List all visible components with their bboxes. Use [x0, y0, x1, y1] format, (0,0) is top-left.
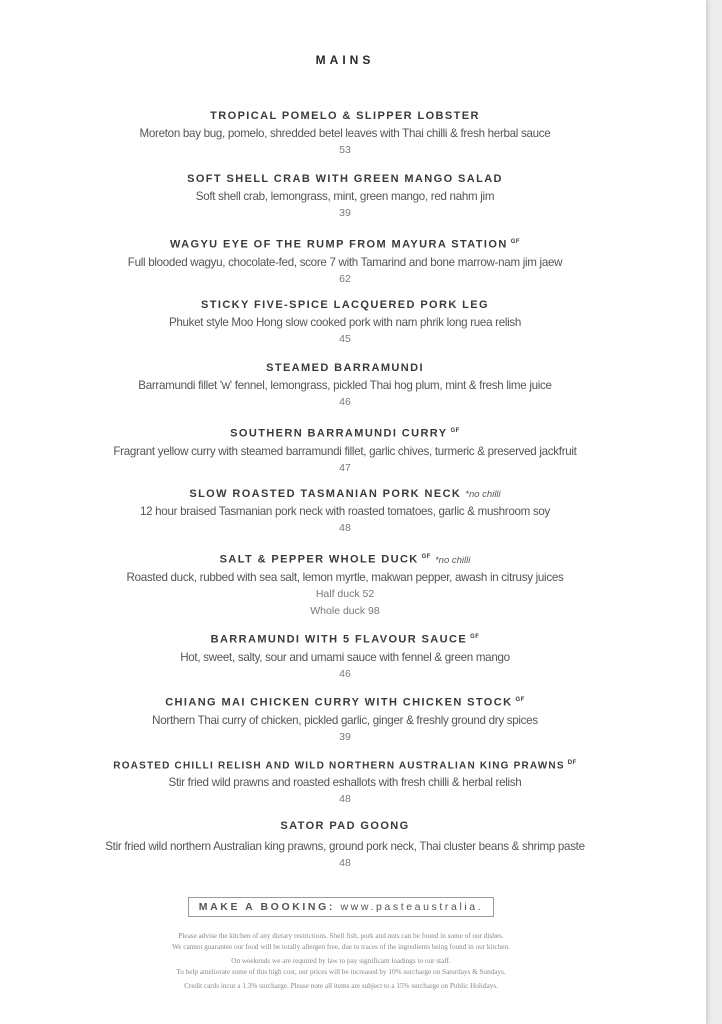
dish-name: CHIANG MAI CHICKEN CURRY WITH CHICKEN STOCK $^{GF}$ [165, 696, 525, 709]
dish-description: Roasted duck, rubbed with sea salt, lemon myrtle, makwan pepper, awash in citrusy juices [126, 570, 564, 584]
menu-item [0, 549, 690, 629]
dish-name: TROPICAL POMELO & SLIPPER LOBSTER [210, 110, 480, 122]
dish-name: SALT & PEPPER WHOLE DUCK $^{GF}$ *no chilli [219, 553, 471, 566]
dish-description: Fragrant yellow curry with steamed barramundi fillet, garlic chives, turmeric & preserved jackfruit [113, 444, 577, 458]
booking-link[interactable] [188, 897, 494, 917]
dish-description: Stir fried wild northern Australian king prawns, ground pork neck, Thai cluster beans & shrimp paste [105, 840, 585, 853]
dish-price: 48 [339, 857, 351, 869]
dish-price-whole: Whole duck 98 [310, 604, 380, 617]
dish-name: SOUTHERN BARRAMUNDI CURRY $^{GF}$ [230, 427, 460, 440]
dish-description: 12 hour braised Tasmanian pork neck with roasted tomatoes, garlic & mushroom soy [139, 505, 551, 518]
dish-price: 39 [339, 207, 351, 219]
dish-name: STEAMED BARRAMUNDI [266, 362, 424, 374]
dietary-tag: GF [421, 554, 431, 560]
booking-label: MAKE A BOOKING: [198, 901, 335, 913]
dish-price-half: Half duck 52 [315, 587, 375, 600]
menu-item [0, 755, 690, 818]
dish-description: Phuket style Moo Hong slow cooked pork with nam phrik long ruea relish [168, 316, 522, 329]
dish-description: Northern Thai curry of chicken, pickled garlic, ginger & freshly ground dry spices [152, 713, 538, 727]
dish-description: Full blooded wagyu, chocolate-fed, score 7 with Tamarind and bone marrow-nam jim jaew [127, 255, 563, 269]
card-surcharge-notice: Credit cards incur a 1.3% surcharge. Please note all items are subject to a 15% surcharge on Public Holidays. [184, 982, 498, 990]
menu-item [0, 692, 690, 755]
dietary-tag: GF [510, 239, 521, 245]
dish-price: 46 [339, 667, 351, 680]
dietary-tag: GF [515, 697, 525, 703]
dish-name: SATOR PAD GOONG [280, 820, 410, 832]
dish-description: Stir fried wild prawns and roasted eshallots with fresh chilli & herbal relish [168, 776, 522, 790]
dish-name: SOFT SHELL CRAB WITH GREEN MANGO SALAD [187, 173, 503, 185]
dietary-tag: GF [470, 634, 480, 640]
dish-name: SLOW ROASTED TASMANIAN PORK NECK *no chilli [189, 488, 501, 500]
dish-description: Barramundi fillet 'w' fennel, lemongrass, pickled Thai hog plum, mint & fresh lime juice [138, 379, 552, 392]
dish-name: BARRAMUNDI WITH 5 FLAVOUR SAUCE $^{GF}$ [210, 633, 480, 646]
dish-price: 62 [339, 272, 351, 285]
spice-note: *no chilli [465, 489, 501, 500]
dietary-notice: Please advise the kitchen of any dietary restrictions. Shell fish, pork and nuts can be found in some of our dishes. We cannot guarantee our food will be totally allergen free, due to traces of the ingredients being found in our kitchen. [172, 932, 510, 951]
dish-description: Soft shell crab, lemongrass, mint, green mango, red nahm jim [195, 190, 495, 203]
footer-notes [0, 931, 682, 996]
dish-description: Moreton bay bug, pomelo, shredded betel leaves with Thai chilli & fresh herbal sauce [139, 127, 551, 140]
menu-item [0, 360, 690, 423]
menu-item [0, 629, 690, 692]
spice-note: *no chilli [434, 554, 471, 566]
menu-item [0, 234, 690, 297]
dish-price: 47 [339, 461, 351, 474]
dish-price: 45 [339, 333, 351, 345]
menu-section-title: MAINS [315, 53, 375, 67]
menu-item [0, 818, 690, 881]
dish-name: ROASTED CHILLI RELISH AND WILD NORTHERN AUSTRALIAN KING PRAWNS $^{DF}$ [113, 760, 577, 772]
booking-url: www.pasteaustralia. [340, 901, 484, 913]
dish-name: STICKY FIVE-SPICE LACQUERED PORK LEG [201, 299, 489, 311]
dish-price: 53 [339, 144, 351, 156]
dish-price: 48 [339, 522, 351, 534]
menu-item [0, 486, 690, 549]
menu-items-list [0, 108, 690, 881]
menu-item [0, 171, 690, 234]
menu-item [0, 297, 690, 360]
dish-price: 46 [339, 396, 351, 408]
dietary-tag: DF [567, 760, 577, 766]
menu-item [0, 108, 690, 171]
dietary-tag: GF [450, 428, 460, 434]
menu-item [0, 423, 690, 486]
dish-price: 39 [339, 730, 351, 743]
weekend-surcharge-notice: On weekends we are required by law to pay significant loadings to our staff. To help ameliorate some of this high cost, our prices will be increased by 10% surcharge on Saturdays & Sundays. [176, 957, 506, 976]
dish-description: Hot, sweet, salty, sour and umami sauce with fennel & green mango [180, 650, 510, 664]
dish-name: WAGYU EYE OF THE RUMP FROM MAYURA STATION $^{GF}$ [169, 238, 521, 251]
dish-price: 48 [339, 793, 351, 806]
